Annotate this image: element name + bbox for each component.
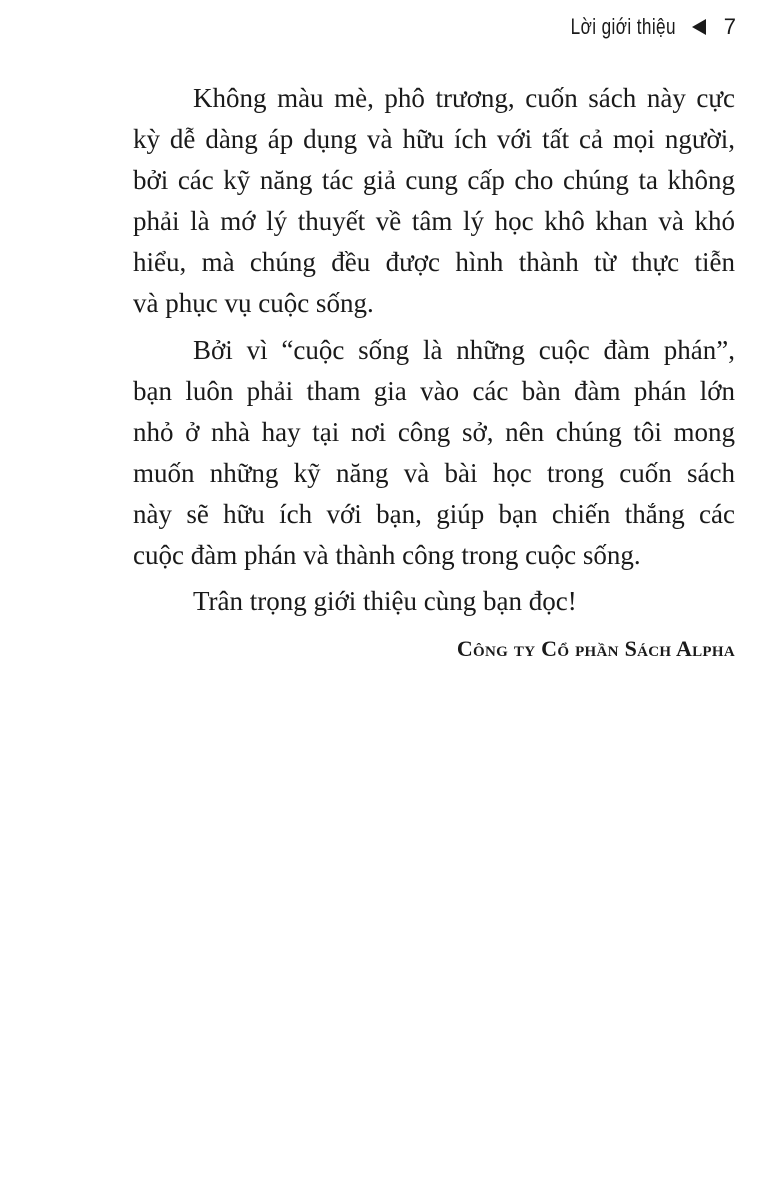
- text-line: bạn luôn phải tham gia vào các bàn đàm phán lớn: [133, 376, 735, 406]
- text-line: phải là mớ lý thuyết về tâm lý học khô khan và khó: [133, 206, 735, 236]
- text-line: hiểu, mà chúng đều được hình thành từ thực tiễn: [133, 247, 735, 277]
- closing-paragraph: [133, 581, 735, 622]
- text-line: Bởi vì “cuộc sống là những cuộc đàm phán”,: [193, 335, 735, 365]
- text-line: cuộc đàm phán và thành công trong cuộc sống.: [133, 540, 641, 570]
- paragraph-2: [133, 330, 735, 576]
- page-body: [133, 78, 735, 622]
- left-triangle-icon: [692, 19, 706, 35]
- page-number: 7: [723, 14, 736, 39]
- text-line: Trân trọng giới thiệu cùng bạn đọc!: [193, 586, 577, 616]
- text-line: muốn những kỹ năng và bài học trong cuốn sách: [133, 458, 735, 488]
- text-line: này sẽ hữu ích với bạn, giúp bạn chiến thắng các: [133, 499, 735, 529]
- publisher-signature: Công ty Cổ phần Sách Alpha: [456, 636, 735, 661]
- text-line: Không màu mè, phô trương, cuốn sách này cực: [193, 83, 735, 113]
- text-line: và phục vụ cuộc sống.: [133, 288, 374, 318]
- text-line: kỳ dễ dàng áp dụng và hữu ích với tất cả mọi người,: [133, 124, 735, 154]
- text-line: nhỏ ở nhà hay tại nơi công sở, nên chúng tôi mong: [133, 417, 735, 447]
- running-header: [541, 14, 736, 40]
- text-line: bởi các kỹ năng tác giả cung cấp cho chúng ta không: [133, 165, 735, 195]
- paragraph-1: [133, 78, 735, 324]
- section-title: Lời giới thiệu: [570, 14, 676, 39]
